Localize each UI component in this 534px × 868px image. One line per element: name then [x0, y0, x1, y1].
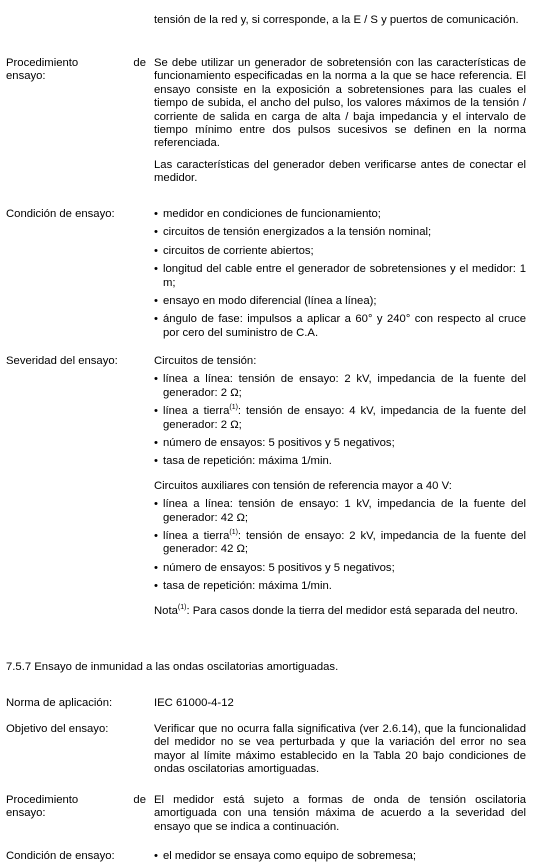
- footnote-ref: (1): [229, 529, 238, 537]
- footnote-ref: (1): [229, 404, 238, 412]
- objective-value: Verificar que no ocurra falla significativa (ver 2.6.14), que la funcionalidad del medidor no se vea perturbada y que la variación del error no sea mayor al límite máximo establecido en la Tabla 20 bajo condiciones de ondas oscilatorias amortiguadas.: [154, 723, 526, 776]
- list-item: • línea a línea: tensión de ensayo: 1 kV, impedancia de la fuente del generador: 42 Ω;: [154, 498, 526, 525]
- condition-label: Condición de ensayo:: [6, 208, 115, 220]
- procedure-paragraph-1: Se debe utilizar un generador de sobretensión con las características de funcionamiento especificadas en la norma a la que se hace referencia. El ensayo consiste en la exposición a sobretensiones para las cuales el tiempo de subida, el ancho del pulso, los valores máximos de la tensión / corriente de salida en carga de alta / baja impedancia y el intervalo de tiempo mínimo entre dos pulsos sucesivos se definen en la norma referenciada.: [154, 57, 526, 150]
- continuation-text: tensión de la red y, si corresponde, a la E / S y puertos de comunicación.: [154, 14, 519, 26]
- standard-label: Norma de aplicación:: [6, 697, 113, 709]
- auxiliary-circuits-heading: Circuitos auxiliares con tensión de referencia mayor a 40 V:: [154, 479, 452, 492]
- procedure-label-line1: Procedimiento de: [6, 57, 146, 69]
- condition-2-list: [154, 850, 526, 863]
- list-item: • línea a línea: tensión de ensayo: 2 kV, impedancia de la fuente del generador: 2 Ω;: [154, 373, 526, 400]
- list-item: • circuitos de corriente abiertos;: [154, 245, 526, 258]
- condition-list: [154, 208, 526, 340]
- list-item: • medidor en condiciones de funcionamiento;: [154, 208, 526, 221]
- procedure-paragraph-2: Las características del generador deben verificarse antes de conectar el medidor.: [154, 158, 526, 185]
- procedure-2-label-line2: ensayo:: [6, 807, 46, 820]
- procedure-label-line2: ensayo:: [6, 70, 46, 83]
- voltage-circuits-list: [154, 373, 526, 468]
- list-item: • número de ensayos: 5 positivos y 5 negativos;: [154, 437, 526, 450]
- condition-content: [154, 208, 526, 345]
- procedure-label: [6, 57, 146, 84]
- standard-value: IEC 61000-4-12: [154, 697, 234, 709]
- severity-label: Severidad del ensayo:: [6, 355, 118, 367]
- footnote-ref: (1): [177, 603, 187, 611]
- list-item: • circuitos de tensión energizados a la tensión nominal;: [154, 226, 526, 239]
- condition-2-content: [154, 850, 526, 868]
- list-item: • línea a tierra$^{(1)}$: tensión de ensayo: 4 kV, impedancia de la fuente del generador: 2 Ω;: [154, 405, 526, 432]
- procedure-2-label: [6, 794, 146, 821]
- section-heading: 7.5.7 Ensayo de inmunidad a las ondas oscilatorias amortiguadas.: [6, 661, 339, 673]
- list-item: • ensayo en modo diferencial (línea a línea);: [154, 295, 526, 308]
- list-item: • número de ensayos: 5 positivos y 5 negativos;: [154, 562, 526, 575]
- list-item: • tasa de repetición: máxima 1/min.: [154, 580, 526, 593]
- condition-2-label: Condición de ensayo:: [6, 850, 115, 862]
- list-item: • longitud del cable entre el generador de sobretensiones y el medidor: 1 m;: [154, 263, 526, 290]
- list-item: • tasa de repetición: máxima 1/min.: [154, 455, 526, 468]
- objective-label: Objetivo del ensayo:: [6, 723, 109, 735]
- procedure-2-value: El medidor está sujeto a formas de onda de tensión oscilatoria amortiguada con una tensión máxima de acuerdo a la severidad del ensayo que se indica a continuación.: [154, 794, 526, 833]
- auxiliary-circuits-list: [154, 498, 526, 593]
- list-item: • el medidor se ensaya como equipo de sobremesa;: [154, 850, 526, 863]
- procedure-content: [154, 57, 526, 186]
- list-item: • línea a tierra$^{(1)}$: tensión de ensayo: 2 kV, impedancia de la fuente del generador: 42 Ω;: [154, 530, 526, 557]
- procedure-2-label-line1: Procedimiento de: [6, 794, 146, 806]
- list-item: • ángulo de fase: impulsos a aplicar a 60° y 240° con respecto al cruce por cero del suministro de C.A.: [154, 313, 526, 340]
- voltage-circuits-heading: Circuitos de tensión:: [154, 355, 257, 367]
- severity-content: [154, 355, 526, 618]
- footnote: Nota$^{(1)}$: Para casos donde la tierra del medidor está separada del neutro.: [154, 603, 519, 617]
